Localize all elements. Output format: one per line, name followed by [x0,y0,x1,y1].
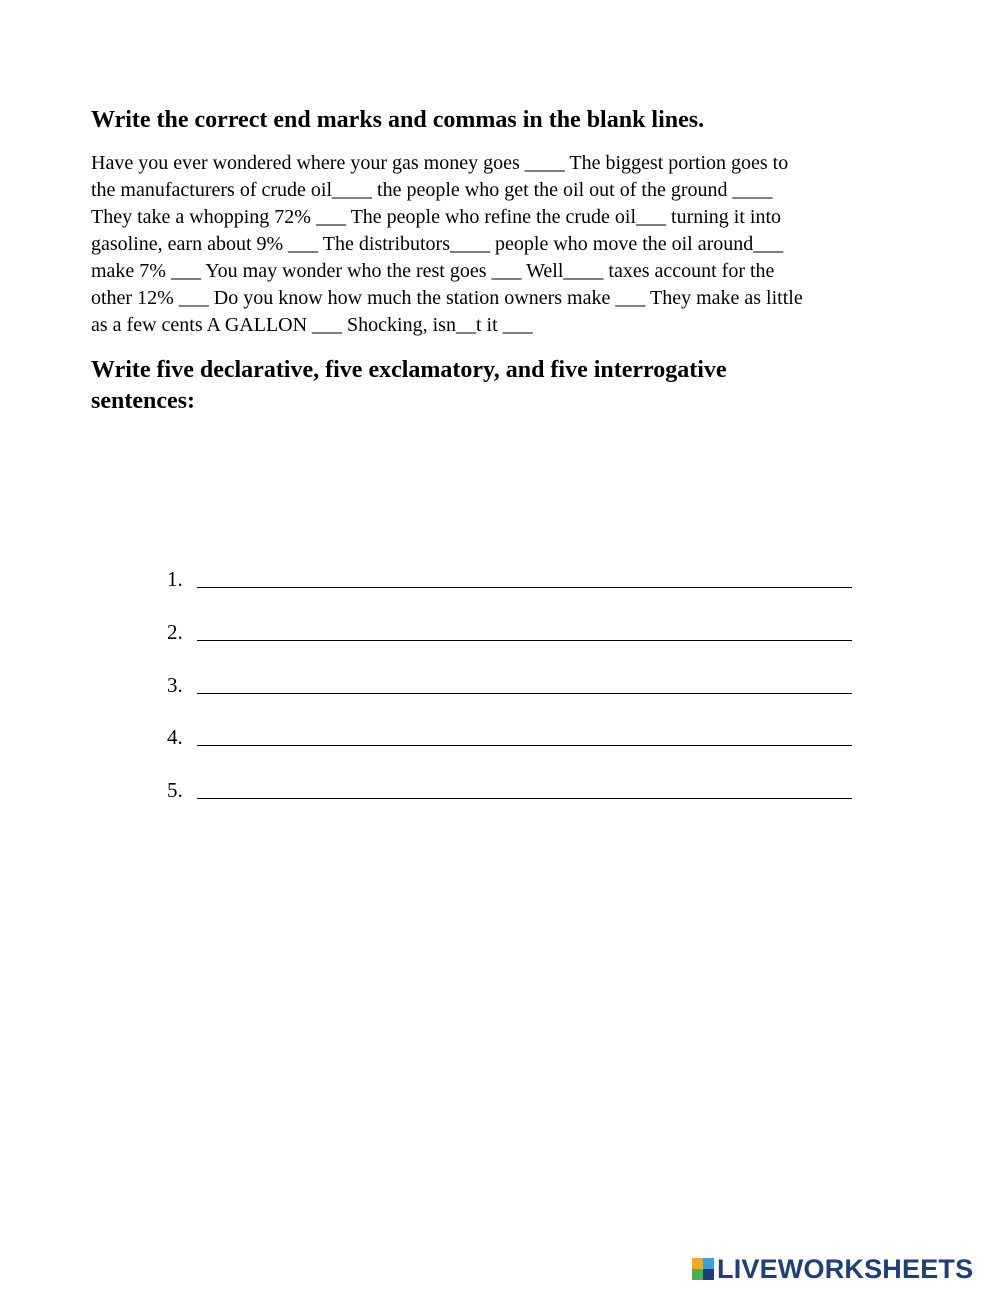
answer-number: 3. [167,673,183,697]
paragraph-line: They take a whopping 72% ___ The people who refine the crude oil___ turning it into [91,206,782,228]
answer-blank-line[interactable] [197,745,852,746]
paragraph-line: make 7% ___ You may wonder who the rest goes ___ Well____ taxes account for the [91,260,775,282]
answer-blank-line[interactable] [197,587,852,588]
liveworksheets-logo-text: LIVEWORKSHEETS [717,1254,974,1284]
answer-blank-line[interactable] [197,693,852,694]
answer-number: 2. [167,620,183,644]
answer-row-1 [167,566,852,596]
liveworksheets-brand[interactable] [692,1253,973,1285]
exercise-paragraph [91,150,891,339]
answer-blank-line[interactable] [197,640,852,641]
paragraph-line: other 12% ___ Do you know how much the station owners make ___ They make as little [91,287,803,309]
answer-row-5 [167,777,852,807]
section-heading-end-marks: Write the correct end marks and commas in the blank lines. [91,107,705,133]
answer-number: 5. [167,778,183,802]
paragraph-line: as a few cents A GALLON ___ Shocking, isn__t it ___ [91,314,533,336]
answer-row-4 [167,724,852,754]
answer-row-3 [167,672,852,702]
answer-number: 4. [167,725,183,749]
paragraph-line: Have you ever wondered where your gas money goes ____ The biggest portion goes to [91,152,789,174]
answer-blank-line[interactable] [197,798,852,799]
answer-number: 1. [167,567,183,591]
paragraph-line: the manufacturers of crude oil____ the people who get the oil out of the ground ____ [91,179,773,201]
section-heading-sentences: Write five declarative, five exclamatory, and five interrogative sentences: [91,357,727,414]
liveworksheets-logo-icon [692,1258,714,1280]
answer-row-2 [167,619,852,649]
paragraph-line: gasoline, earn about 9% ___ The distributors____ people who move the oil around___ [91,233,784,255]
